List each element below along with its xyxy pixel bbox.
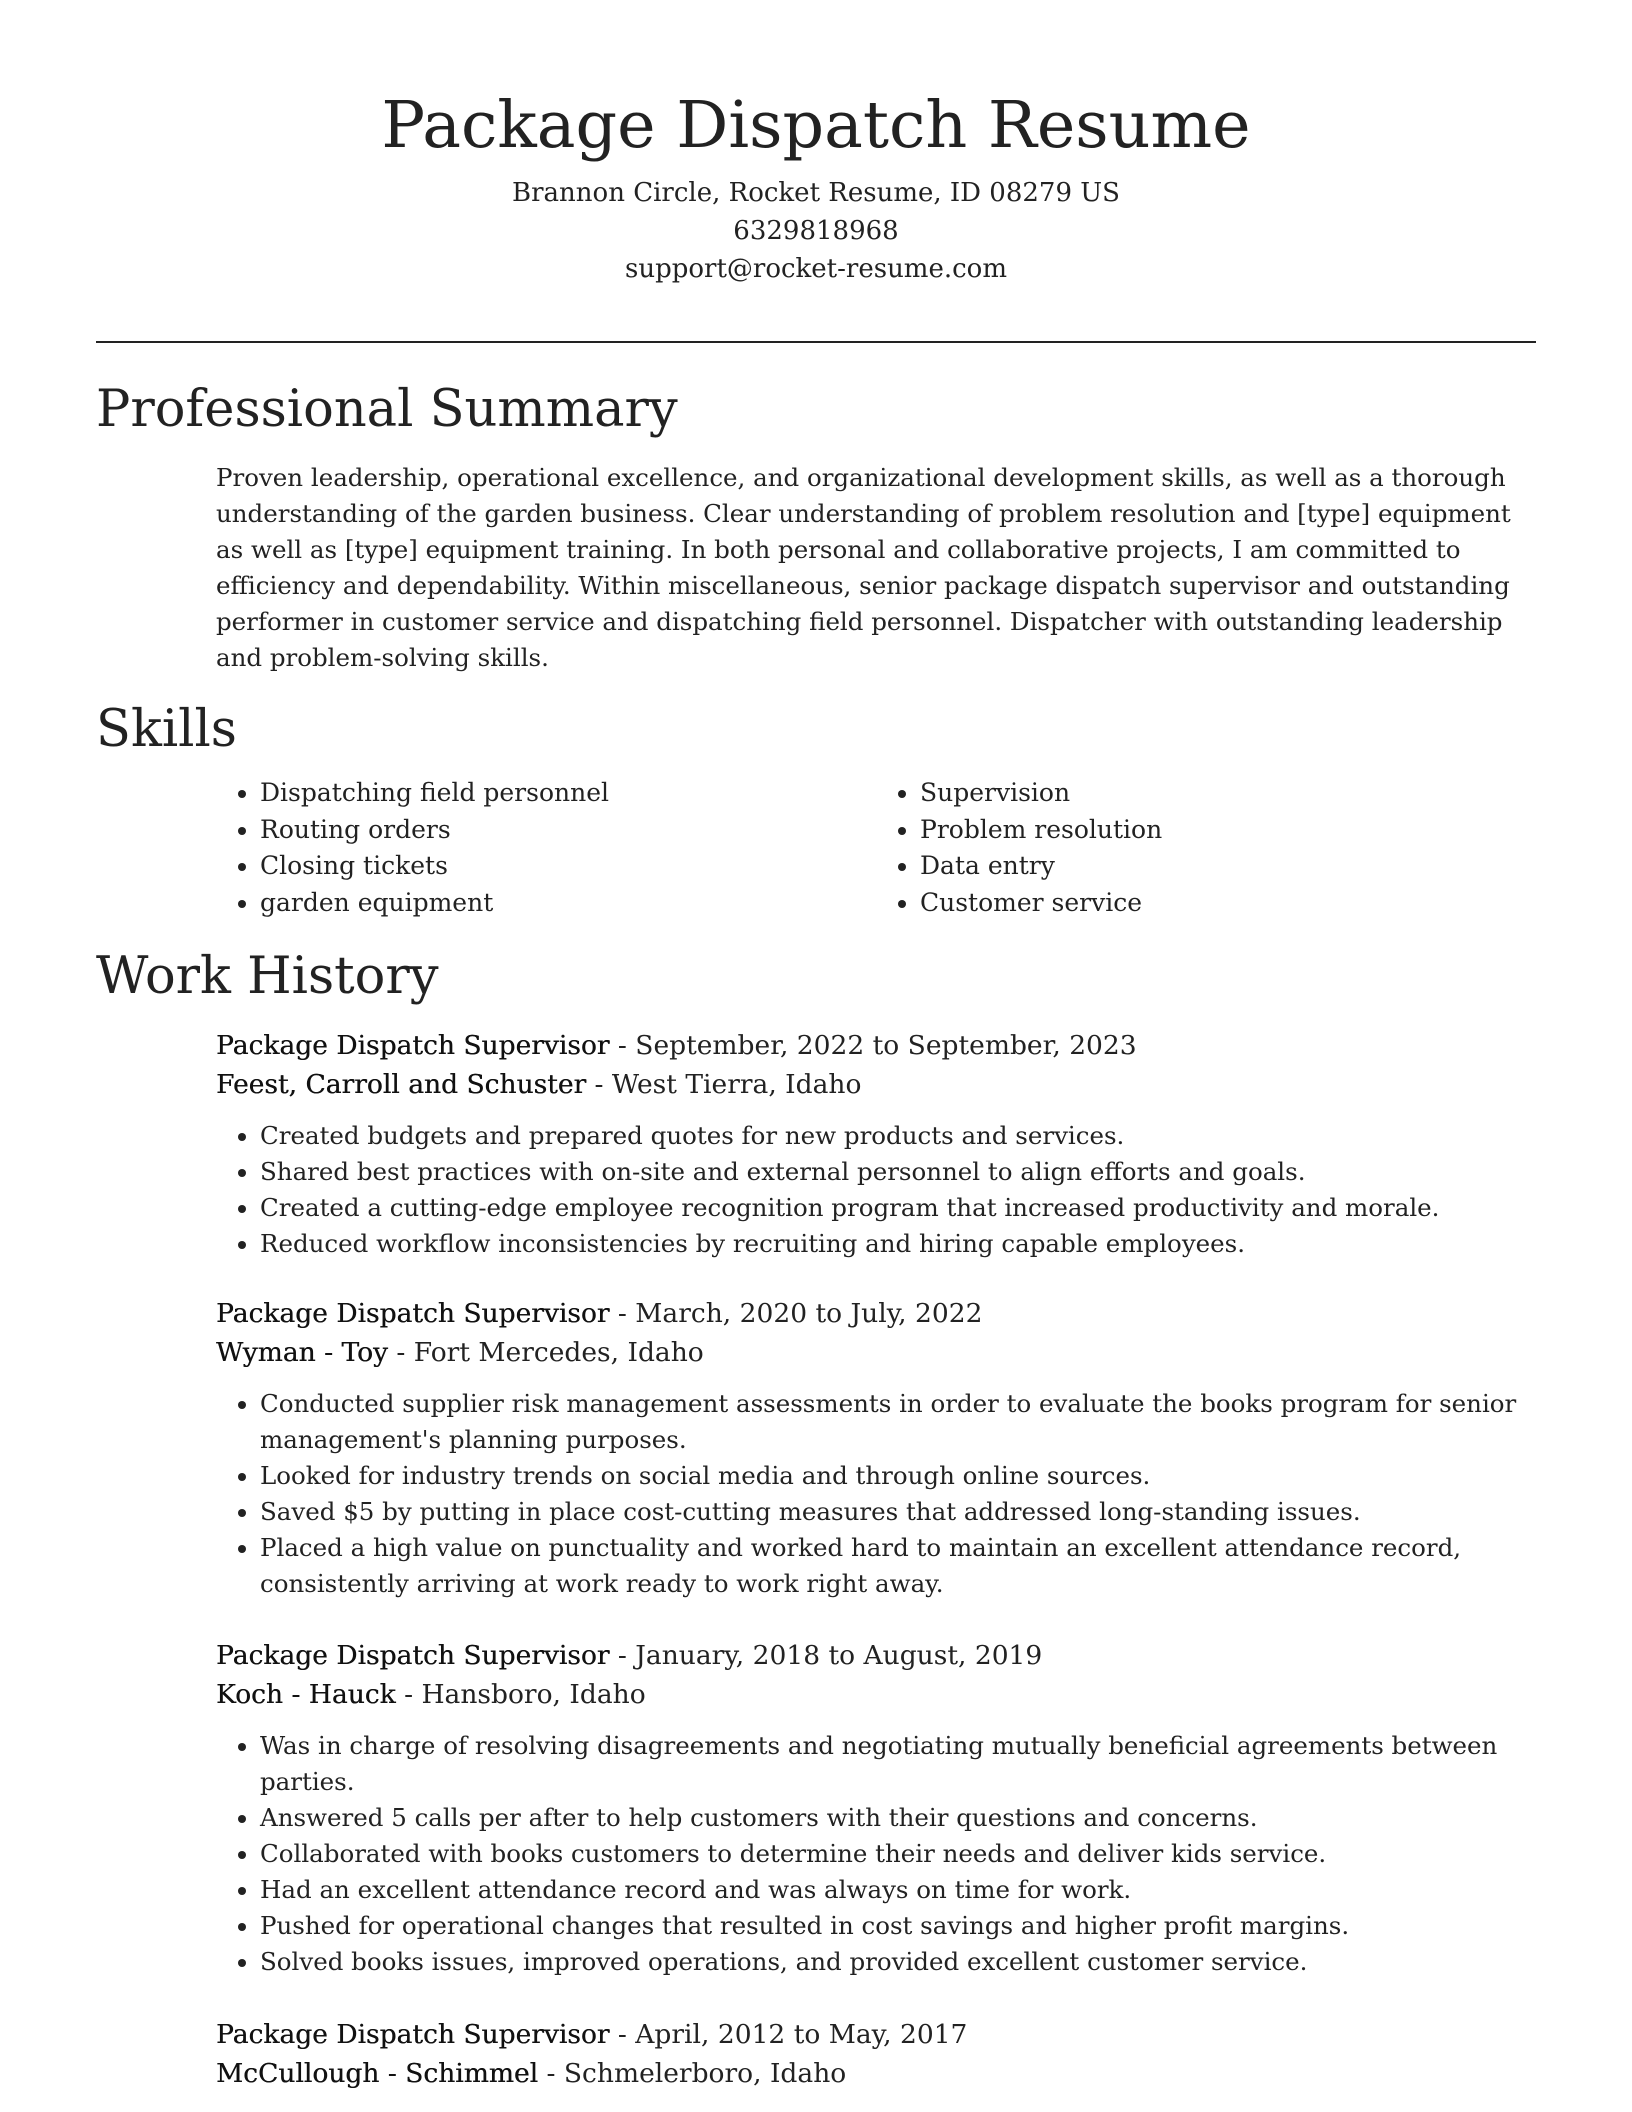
job-title: Package Dispatch Supervisor xyxy=(216,2019,610,2050)
job-bullet: • Created a cutting-edge employee recognition program that increased productivity and morale. xyxy=(260,1190,1536,1226)
summary-section xyxy=(216,460,1536,676)
skills-heading: Skills xyxy=(96,700,237,759)
summary-heading: Professional Summary xyxy=(96,380,678,439)
job-company-line xyxy=(216,1333,1536,1372)
skill-item: • Data entry xyxy=(920,848,1536,885)
contact-address: Brannon Circle, Rocket Resume, ID 08279 US xyxy=(512,178,1120,208)
job-company-line xyxy=(216,1675,1536,1714)
job-entry xyxy=(216,2015,1536,2093)
skill-item: • garden equipment xyxy=(260,885,876,922)
contact-phone: 6329818968 xyxy=(733,216,899,246)
job-company: Koch - Hauck xyxy=(216,1679,396,1710)
job-dates: - January, 2018 to August, 2019 xyxy=(609,1640,1043,1671)
job-bullets xyxy=(216,1728,1536,1980)
job-bullet: • Placed a high value on punctuality and worked hard to maintain an excellent attendance record, consistently arriving at work ready to work right away. xyxy=(260,1530,1536,1602)
contact-info xyxy=(0,174,1632,288)
job-title-line xyxy=(216,2015,1536,2054)
job-company: Wyman - Toy xyxy=(216,1337,388,1368)
work-history-heading: Work History xyxy=(96,947,439,1006)
job-bullets xyxy=(216,1118,1536,1262)
job-company-line xyxy=(216,2054,1536,2093)
job-location: - Fort Mercedes, Idaho xyxy=(387,1337,704,1368)
job-bullet: • Looked for industry trends on social media and through online sources. xyxy=(260,1458,1536,1494)
job-bullet: • Shared best practices with on-site and external personnel to align efforts and goals. xyxy=(260,1154,1536,1190)
skill-item: • Customer service xyxy=(920,885,1536,922)
skill-item: • Supervision xyxy=(920,775,1536,812)
job-title: Package Dispatch Supervisor xyxy=(216,1030,610,1061)
skill-item: • Closing tickets xyxy=(260,848,876,885)
resume-name: Package Dispatch Resume xyxy=(381,88,1251,163)
job-entry xyxy=(216,1026,1536,1262)
summary-text: Proven leadership, operational excellence, and organizational development skills, as well as a thorough understanding of the garden business. Clear understanding of problem resolution and [type] equipment as well as [type] equipment training. In both personal and collaborative projects, I am committed to efficiency and dependability. Within miscellaneous, senior package dispatch supervisor and outstanding performer in customer service and dispatching field personnel. Dispatcher with outstanding leadership and problem-solving skills. xyxy=(216,463,1511,672)
job-dates: - April, 2012 to May, 2017 xyxy=(609,2019,968,2050)
job-company: Feest, Carroll and Schuster xyxy=(216,1069,587,1100)
job-bullets xyxy=(216,1386,1536,1602)
job-dates: - March, 2020 to July, 2022 xyxy=(609,1298,983,1329)
job-bullet: • Solved books issues, improved operations, and provided excellent customer service. xyxy=(260,1944,1536,1980)
job-bullet: • Collaborated with books customers to determine their needs and deliver kids service. xyxy=(260,1836,1536,1872)
job-bullet: • Had an excellent attendance record and was always on time for work. xyxy=(260,1872,1536,1908)
job-title-line xyxy=(216,1636,1536,1675)
skills-column-left xyxy=(216,775,876,921)
job-bullet: • Reduced workflow inconsistencies by recruiting and hiring capable employees. xyxy=(260,1226,1536,1262)
skills-column-right xyxy=(876,775,1536,921)
job-title-line xyxy=(216,1294,1536,1333)
skill-item: • Problem resolution xyxy=(920,812,1536,849)
job-title: Package Dispatch Supervisor xyxy=(216,1640,610,1671)
contact-email: support@rocket-resume.com xyxy=(624,254,1007,284)
job-dates: - September, 2022 to September, 2023 xyxy=(609,1030,1137,1061)
job-company-line xyxy=(216,1065,1536,1104)
job-bullet: • Conducted supplier risk management assessments in order to evaluate the books program for senior management's planning purposes. xyxy=(260,1386,1536,1458)
job-entry xyxy=(216,1294,1536,1602)
job-location: - West Tierra, Idaho xyxy=(586,1069,862,1100)
resume-header xyxy=(0,0,1632,288)
job-bullet: • Saved $5 by putting in place cost-cutting measures that addressed long-standing issues. xyxy=(260,1494,1536,1530)
job-title-line xyxy=(216,1026,1536,1065)
job-location: - Hansboro, Idaho xyxy=(395,1679,646,1710)
job-location: - Schmelerboro, Idaho xyxy=(538,2058,847,2089)
header-divider xyxy=(96,341,1536,343)
job-company: McCullough - Schimmel xyxy=(216,2058,539,2089)
job-bullet: • Pushed for operational changes that resulted in cost savings and higher profit margins. xyxy=(260,1908,1536,1944)
skill-item: • Dispatching field personnel xyxy=(260,775,876,812)
skills-list xyxy=(216,775,1536,921)
job-bullet: • Created budgets and prepared quotes for new products and services. xyxy=(260,1118,1536,1154)
skill-item: • Routing orders xyxy=(260,812,876,849)
job-entry xyxy=(216,1636,1536,1980)
job-bullet: • Was in charge of resolving disagreements and negotiating mutually beneficial agreements between parties. xyxy=(260,1728,1536,1800)
job-title: Package Dispatch Supervisor xyxy=(216,1298,610,1329)
job-bullet: • Answered 5 calls per after to help customers with their questions and concerns. xyxy=(260,1800,1536,1836)
